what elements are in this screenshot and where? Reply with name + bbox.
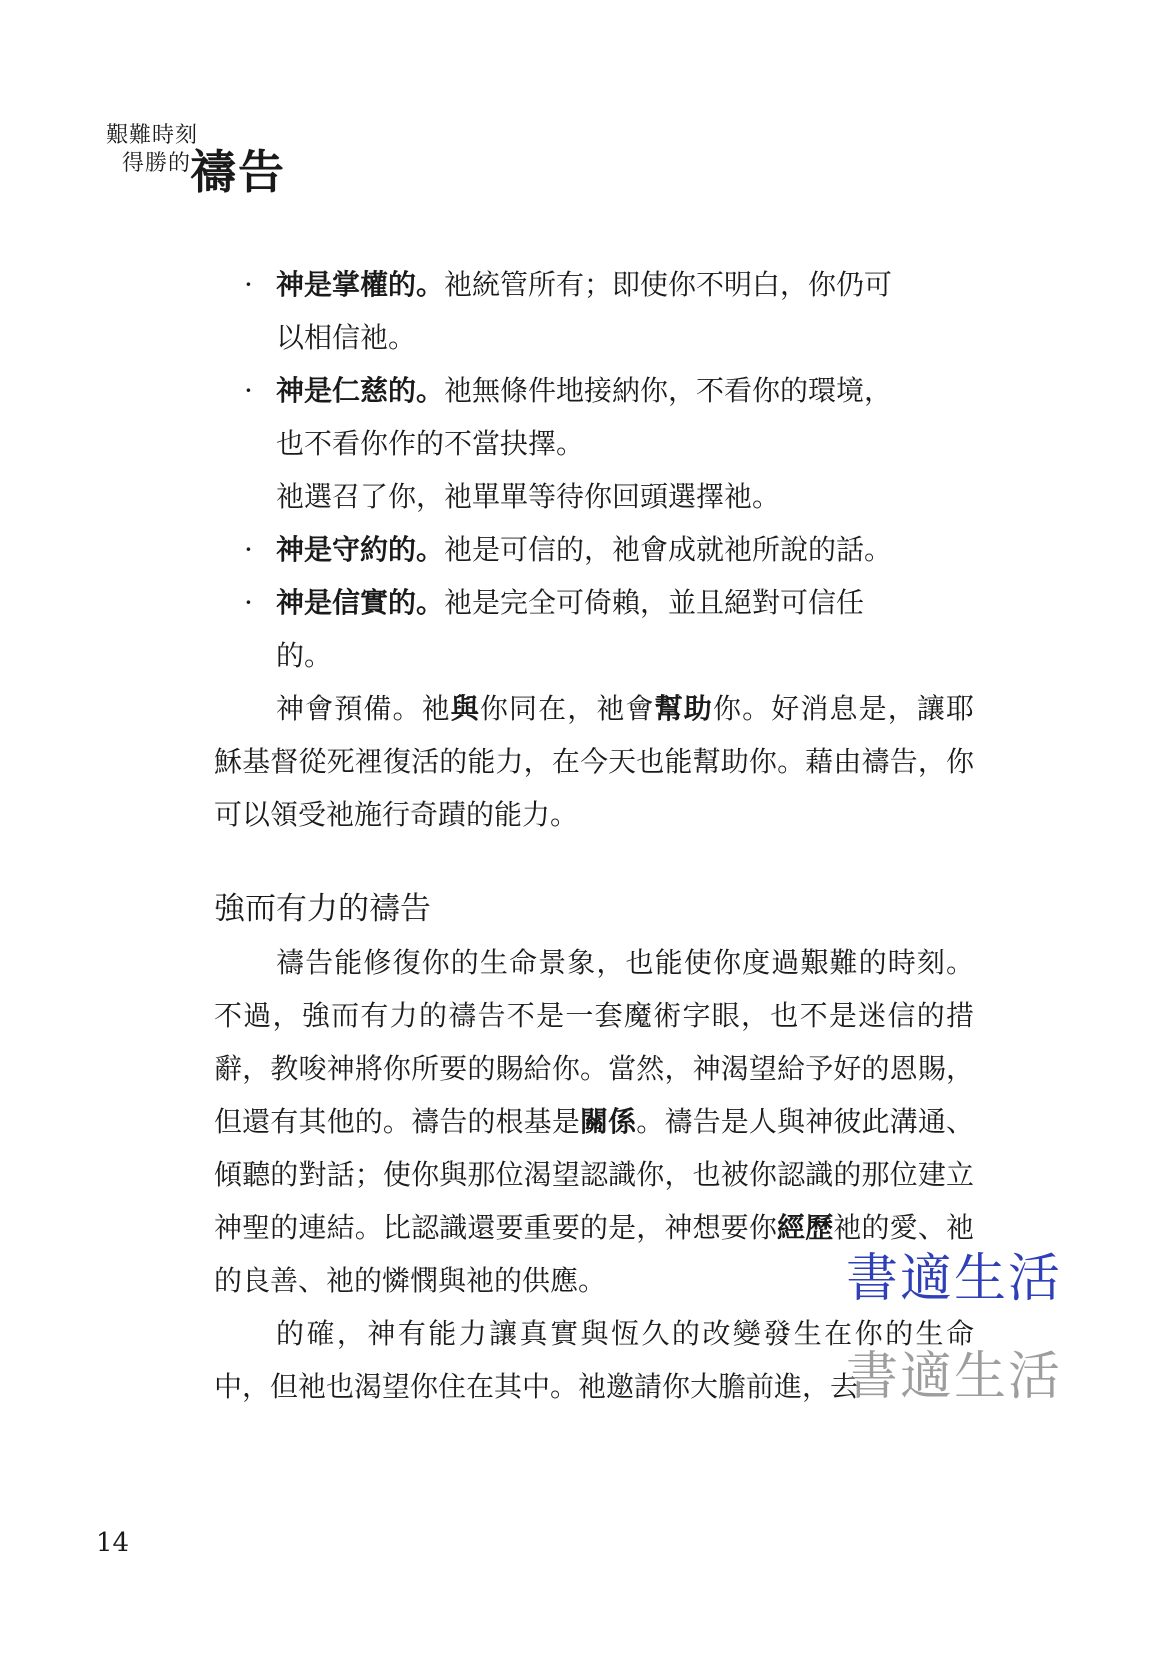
bullet-text: 祂無條件地接納你，不看你的環境， bbox=[444, 374, 893, 407]
paragraph-1 bbox=[214, 682, 974, 841]
bullet-cont: 的。 bbox=[276, 639, 333, 672]
bullet-item bbox=[214, 576, 974, 682]
bullet-text: 祂是完全可倚賴，並且絕對可信任 bbox=[444, 586, 865, 619]
para1-bold-1: 與 bbox=[450, 692, 480, 725]
bullet-item bbox=[214, 258, 974, 364]
bullet-bold: 神是掌權的。 bbox=[276, 268, 445, 301]
bullet-cont: 也不看你作的不當抉擇。 bbox=[276, 427, 585, 460]
para1-text-c: 你同在，祂會 bbox=[479, 692, 655, 725]
bullet-item bbox=[214, 364, 974, 470]
watermark-gray: 書適生活 bbox=[846, 1347, 1063, 1407]
para1-text-d: 你。好消息是，讓耶穌基督從死裡復活的能力，在今天也能幫助你。藉由禱告，你可以領受祂施行奇蹟的能力。 bbox=[214, 692, 974, 831]
para2-text-d: 祂的愛、祂的良善、祂的憐憫與祂的供應。 bbox=[214, 1211, 974, 1297]
para1-bold-2: 幫助 bbox=[654, 692, 713, 725]
bullet-bold: 神是守約的。 bbox=[276, 533, 445, 566]
para2-text-a: 禱告能修復你的生命景象，也能使你度過艱難的時刻。不過，強而有力的禱告不是一套魔術字眼，也不是迷信的措辭，教唆神將你所要的賜給你。當然，神渴望給予好的恩賜，但還有其他的。禱告的根基是 bbox=[214, 946, 974, 1138]
running-head-title: 禱告 bbox=[190, 145, 286, 199]
para2-text-c: 。禱告是人與神彼此溝通、傾聽的對話；使你與那位渴望認識你，也被你認識的那位建立神聖的連結。比認識還要重要的是，神想要你 bbox=[214, 1105, 974, 1244]
watermark-blue: 書適生活 bbox=[846, 1249, 1063, 1309]
paragraph-3: 的確，神有能力讓真實與恆久的改變發生在你的生命中，但祂也渴望你住在其中。祂邀請你大膽前進，去 bbox=[214, 1317, 974, 1403]
page-number: 14 bbox=[96, 1528, 130, 1558]
para2-bold-2: 經歷 bbox=[777, 1211, 834, 1244]
bullet-dot: · bbox=[244, 533, 253, 566]
running-head-line1: 艱難時刻 bbox=[106, 123, 199, 148]
bullet-bold: 神是信實的。 bbox=[276, 586, 445, 619]
bullet-dot: · bbox=[244, 586, 253, 619]
bullet-text: 祂是可信的，祂會成就祂所說的話。 bbox=[444, 533, 893, 566]
section-title: 強而有力的禱告 bbox=[214, 891, 431, 927]
bullet-bold: 神是仁慈的。 bbox=[276, 374, 445, 407]
indent-line: 祂選召了你，祂單單等待你回頭選擇祂。 bbox=[276, 480, 781, 513]
bullet-dot: · bbox=[244, 374, 253, 407]
para2-bold-1: 關係 bbox=[579, 1105, 637, 1138]
bullet-dot: · bbox=[244, 268, 253, 301]
running-head-line2: 得勝的 bbox=[122, 151, 192, 176]
bullet-cont: 以相信祂。 bbox=[276, 321, 417, 354]
bullet-item bbox=[214, 523, 974, 576]
para1-text-a: 神會預備。祂 bbox=[276, 692, 451, 725]
bullet-text: 祂統管所有；即使你不明白，你仍可 bbox=[444, 268, 893, 301]
